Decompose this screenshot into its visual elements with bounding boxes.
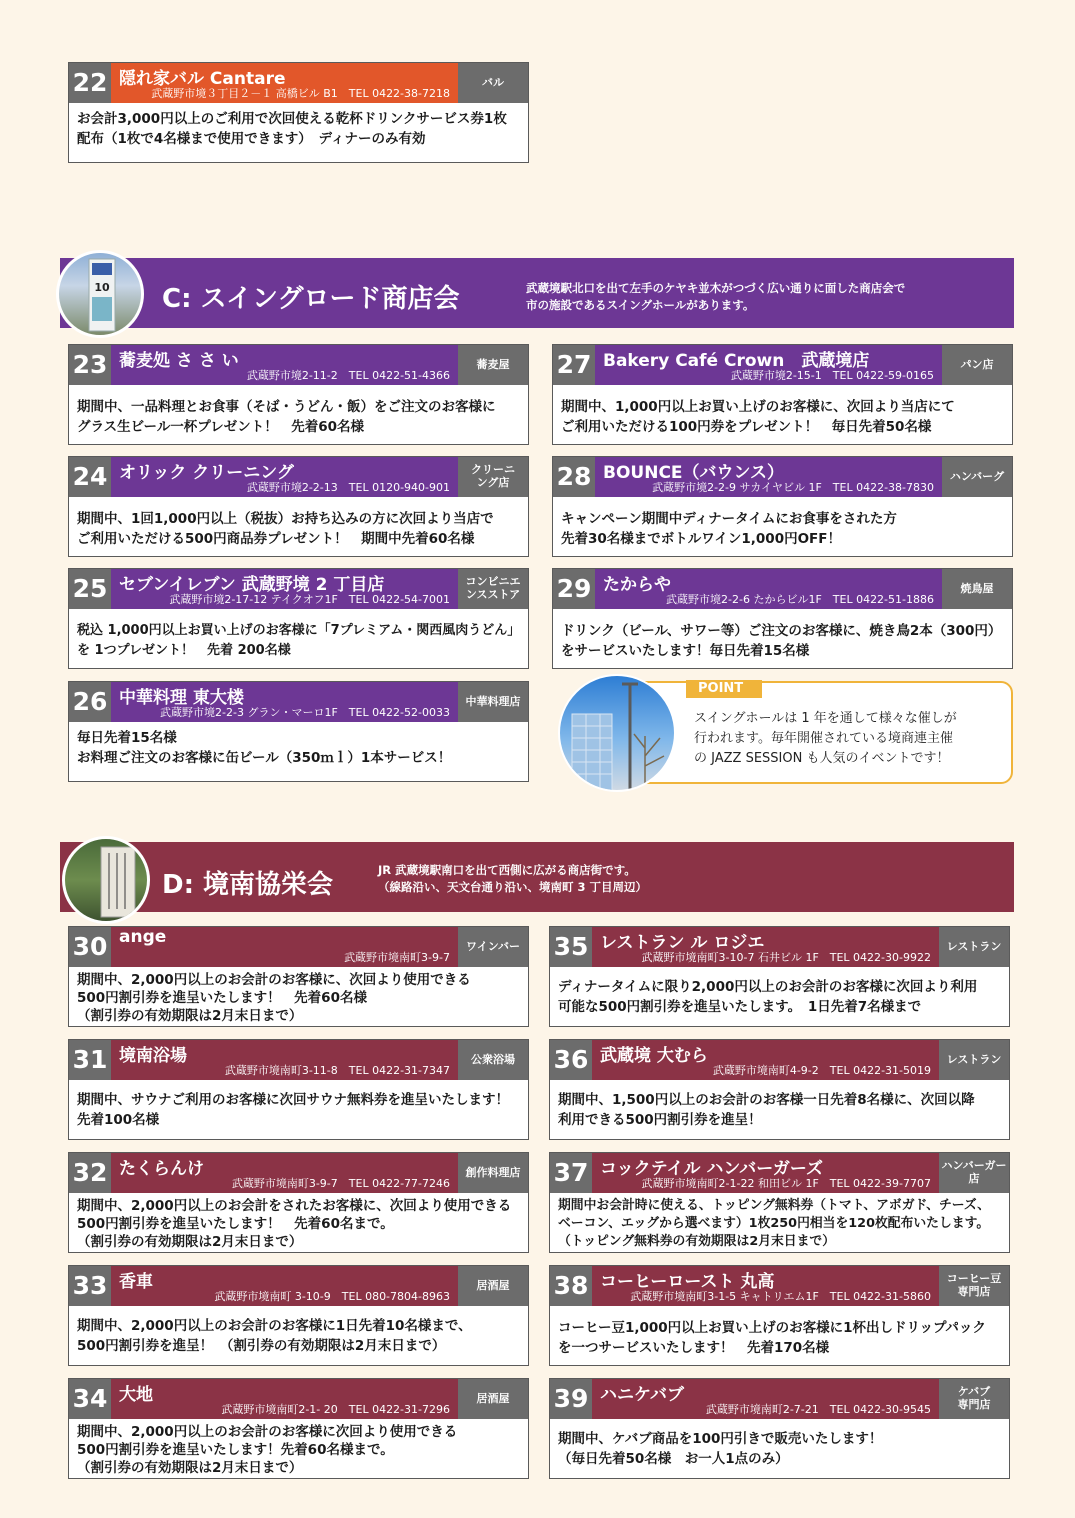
shop-card-22 bbox=[68, 62, 529, 163]
shop-address: 武蔵野市境2-2-3 グラン・マーロ1F TEL 0422-52-0033 bbox=[160, 706, 450, 719]
shop-category: クリーニ ング店 bbox=[458, 457, 528, 497]
shop-card-33 bbox=[68, 1265, 529, 1366]
shop-category: 中華料理店 bbox=[458, 682, 528, 722]
shop-number: 36 bbox=[550, 1040, 592, 1080]
shop-card-23 bbox=[68, 344, 529, 445]
shop-category: ハンバーグ bbox=[942, 457, 1012, 497]
shop-address: 武蔵野市境2-2-6 たからビル1F TEL 0422-51-1886 bbox=[666, 593, 934, 606]
shop-name: セブンイレブン 武蔵野境 2 丁目店 bbox=[119, 575, 385, 595]
shop-name: ハニケバブ bbox=[600, 1385, 684, 1405]
shop-number: 35 bbox=[550, 927, 592, 967]
shop-category: 蕎麦屋 bbox=[458, 345, 528, 385]
shop-address: 武蔵野市境南町3-1-5 キャトリエム1F TEL 0422-31-5860 bbox=[630, 1290, 931, 1303]
shop-name: ange bbox=[119, 927, 167, 947]
shop-name: レストラン ル ロジエ bbox=[600, 933, 765, 953]
shop-name: 大地 bbox=[119, 1385, 153, 1405]
shop-card-36 bbox=[549, 1039, 1010, 1140]
section-title: C: スイングロード商店会 bbox=[162, 284, 460, 314]
shop-address: 武蔵野市境南町4-9-2 TEL 0422-31-5019 bbox=[712, 1064, 931, 1077]
shop-address: 武蔵野市境2-15-1 TEL 0422-59-0165 bbox=[730, 369, 934, 382]
shop-card-26 bbox=[68, 681, 529, 782]
section-photo bbox=[62, 836, 150, 924]
street-sign-photo bbox=[59, 253, 141, 335]
signboard-photo bbox=[65, 839, 147, 921]
shop-name: コックテイル ハンバーガーズ bbox=[600, 1159, 824, 1179]
shop-address: 武蔵野市境2-17-12 テイクオフ1F TEL 0422-54-7001 bbox=[169, 593, 450, 606]
shop-offer: 期間中、2,000円以上のお会計のお客様に1日先着10名様まで、 500円割引券を進呈！ （割引券の有効期限は2月末日まで） bbox=[77, 1318, 472, 1354]
shop-address: 武蔵野市境2-11-2 TEL 0422-51-4366 bbox=[246, 369, 450, 382]
shop-offer: 期間中お会計時に使える、トッピング無料券（トマト、アボガド、チーズ、 ベーコン、エッグから選べます）1枚250円相当を120枚配布いたします。 （トッピング無料券の有効期限は2月末日まで） bbox=[558, 1198, 990, 1249]
shop-offer: 毎日先着15名様 お料理ご注文のお客様に缶ビール（350ｍｌ）1本サービス！ bbox=[77, 730, 452, 766]
shop-category: 居酒屋 bbox=[458, 1266, 528, 1306]
shop-address: 武蔵野市境2-2-9 サカイヤビル 1F TEL 0422-38-7830 bbox=[652, 481, 934, 494]
shop-address: 武蔵野市境南町3-10-7 石井ビル 1F TEL 0422-30-9922 bbox=[641, 951, 931, 964]
shop-offer: 税込 1,000円以上お買い上げのお客様に「7プレミアム・関西風肉うどん」 を 1つプレゼント！ 先着 200名様 bbox=[77, 623, 521, 658]
shop-category: レストラン bbox=[939, 1040, 1009, 1080]
shop-category: バル bbox=[458, 63, 528, 103]
shop-offer: キャンペーン期間中ディナータイムにお食事をされた方 先着30名様までボトルワイン1,000円OFF！ bbox=[561, 511, 897, 547]
shop-offer: お会計3,000円以上のご利用で次回使える乾杯ドリンクサービス券1枚 配布（1枚で4名様まで使用できます） ディナーのみ有効 bbox=[77, 111, 507, 147]
shop-category: コンビニエ ンスストア bbox=[458, 569, 528, 609]
shop-number: 34 bbox=[69, 1379, 111, 1419]
shop-offer: 期間中、2,000円以上のお会計のお客様に、次回より使用できる 500円割引券を進呈いたします！ 先着60名様 （割引券の有効期限は2月末日まで） bbox=[77, 972, 471, 1024]
shop-number: 28 bbox=[553, 457, 595, 497]
shop-offer: ドリンク（ビール、サワー等）ご注文のお客様に、焼き鳥2本（300円） をサービスいたします！毎日先着15名様 bbox=[561, 623, 1002, 659]
shop-card-29 bbox=[552, 568, 1013, 669]
shop-offer: コーヒー豆1,000円以上お買い上げのお客様に1杯出しドリップパック を一つサービスいたします！ 先着170名様 bbox=[558, 1320, 986, 1356]
shop-name: オリック クリーニング bbox=[119, 463, 294, 483]
shop-card-34 bbox=[68, 1378, 529, 1479]
shop-address: 武蔵野市境南町 3-10-9 TEL 080-7804-8963 bbox=[214, 1290, 450, 1303]
shop-category: コーヒー豆 専門店 bbox=[939, 1266, 1009, 1306]
shop-offer: 期間中、2,000円以上のお会計のお客様に次回より使用できる 500円割引券を進呈いたします！先着60名様まで。 （割引券の有効期限は2月末日まで） bbox=[77, 1424, 458, 1476]
shop-offer: 期間中、サウナご利用のお客様に次回サウナ無料券を進呈いたします！ 先着100名様 bbox=[77, 1092, 509, 1128]
shop-address: 武蔵野市境南町2-1- 20 TEL 0422-31-7296 bbox=[221, 1403, 450, 1416]
shop-name: 中華料理 東大楼 bbox=[119, 688, 244, 708]
shop-name: 隠れ家バル Cantare bbox=[119, 69, 286, 89]
shop-name: Bakery Café Crown 武蔵境店 bbox=[603, 351, 870, 371]
shop-name: たくらんけ bbox=[119, 1159, 204, 1179]
shop-offer: ディナータイムに限り2,000円以上のお会計のお客様に次回より利用 可能な500円割引券を進呈いたします。 1日先着7名様まで bbox=[558, 979, 978, 1015]
point-label: POINT bbox=[686, 680, 762, 698]
shop-address: 武蔵野市境南町3-11-8 TEL 0422-31-7347 bbox=[224, 1064, 450, 1077]
shop-number: 30 bbox=[69, 927, 111, 967]
shop-offer: 期間中、1回1,000円以上（税抜）お持ち込みの方に次回より当店で ご利用いただける500円商品券プレゼント！ 期間中先着60名様 bbox=[77, 511, 494, 547]
section-banner-c bbox=[60, 258, 1014, 328]
shop-card-24 bbox=[68, 456, 529, 557]
shop-number: 23 bbox=[69, 345, 111, 385]
shop-name: 蕎麦処 さ さ い bbox=[119, 351, 239, 371]
shop-category: ケバブ 専門店 bbox=[939, 1379, 1009, 1419]
shop-number: 25 bbox=[69, 569, 111, 609]
section-description: JR 武蔵境駅南口を出て西側に広がる商店街です。 （線路沿い、天文台通り沿い、境南町 3 丁目周辺） bbox=[378, 863, 648, 894]
shop-offer: 期間中、一品料理とお食事（そば・うどん・飯）をご注文のお客様に グラス生ビール一杯プレゼント！ 先着60名様 bbox=[77, 399, 496, 435]
shop-number: 38 bbox=[550, 1266, 592, 1306]
shop-name: 香車 bbox=[119, 1272, 153, 1292]
shop-card-28 bbox=[552, 456, 1013, 557]
shop-offer: 期間中、ケバブ商品を100円引きで販売いたします！ （毎日先着50名様 お一人1点のみ） bbox=[558, 1431, 883, 1467]
shop-card-31 bbox=[68, 1039, 529, 1140]
shop-address: 武蔵野市境南町2-1-22 和田ビル 1F TEL 0422-39-7707 bbox=[641, 1177, 931, 1190]
shop-name: 武蔵境 大むら bbox=[600, 1046, 708, 1066]
shop-category: ハンバーガー 店 bbox=[939, 1153, 1009, 1193]
shop-category: レストラン bbox=[939, 927, 1009, 967]
shop-number: 22 bbox=[69, 63, 111, 103]
shop-number: 31 bbox=[69, 1040, 111, 1080]
shop-card-38 bbox=[549, 1265, 1010, 1366]
shop-address: 武蔵野市境南町2-7-21 TEL 0422-30-9545 bbox=[705, 1403, 931, 1416]
shop-category: ワインバー bbox=[458, 927, 528, 967]
shop-name: 境南浴場 bbox=[119, 1046, 187, 1066]
shop-card-35 bbox=[549, 926, 1010, 1027]
shop-address: 武蔵野市境南町3-9-7 bbox=[344, 951, 450, 964]
shop-address: 武蔵野市境南町3-9-7 TEL 0422-77-7246 bbox=[231, 1177, 450, 1190]
shop-address: 武蔵野市境３丁目２－１ 高橋ビル B1 TEL 0422-38-7218 bbox=[151, 87, 450, 100]
section-photo bbox=[56, 250, 144, 338]
section-title: D: 境南協栄会 bbox=[162, 870, 334, 900]
shop-category: 居酒屋 bbox=[458, 1379, 528, 1419]
shop-name: BOUNCE（バウンス） bbox=[603, 463, 785, 483]
shop-card-32 bbox=[68, 1152, 529, 1253]
shop-card-27 bbox=[552, 344, 1013, 445]
shop-address: 武蔵野市境2-2-13 TEL 0120-940-901 bbox=[246, 481, 450, 494]
shop-name: コーヒーロースト 丸高 bbox=[600, 1272, 775, 1292]
shop-offer: 期間中、2,000円以上のお会計をされたお客様に、次回より使用できる 500円割引券を進呈いたします！ 先着60名まで。 （割引券の有効期限は2月末日まで） bbox=[77, 1198, 512, 1250]
shop-offer: 期間中、1,500円以上のお会計のお客様一日先着8名様に、次回以降 利用できる500円割引券を進呈！ bbox=[558, 1092, 975, 1128]
shop-category: 焼鳥屋 bbox=[942, 569, 1012, 609]
section-description: 武蔵境駅北口を出て左手のケヤキ並木がつづく広い通りに面した商店会で 市の施設であるスイングホールがあります。 bbox=[526, 281, 906, 312]
shop-category: 創作料理店 bbox=[458, 1153, 528, 1193]
shop-offer: 期間中、1,000円以上お買い上げのお客様に、次回より当店にて ご利用いただける100円券をプレゼント！ 毎日先着50名様 bbox=[561, 399, 955, 435]
building-photo bbox=[560, 676, 674, 790]
shop-number: 29 bbox=[553, 569, 595, 609]
swing-hall-photo bbox=[558, 674, 676, 792]
shop-number: 24 bbox=[69, 457, 111, 497]
shop-number: 32 bbox=[69, 1153, 111, 1193]
shop-number: 26 bbox=[69, 682, 111, 722]
shop-number: 37 bbox=[550, 1153, 592, 1193]
shop-card-37 bbox=[549, 1152, 1010, 1253]
shop-card-30 bbox=[68, 926, 529, 1027]
shop-number: 33 bbox=[69, 1266, 111, 1306]
shop-number: 27 bbox=[553, 345, 595, 385]
shop-card-25 bbox=[68, 568, 529, 669]
shop-category: パン店 bbox=[942, 345, 1012, 385]
shop-category: 公衆浴場 bbox=[458, 1040, 528, 1080]
sign-number: 10 bbox=[94, 281, 110, 294]
shop-card-39 bbox=[549, 1378, 1010, 1479]
point-text: スイングホールは 1 年を通して様々な催しが 行われます。毎年開催されている境商連主催 の JAZZ SESSION も人気のイベントです！ bbox=[694, 711, 957, 766]
section-banner-d bbox=[60, 842, 1014, 912]
shop-name: たからや bbox=[603, 575, 671, 595]
shop-number: 39 bbox=[550, 1379, 592, 1419]
